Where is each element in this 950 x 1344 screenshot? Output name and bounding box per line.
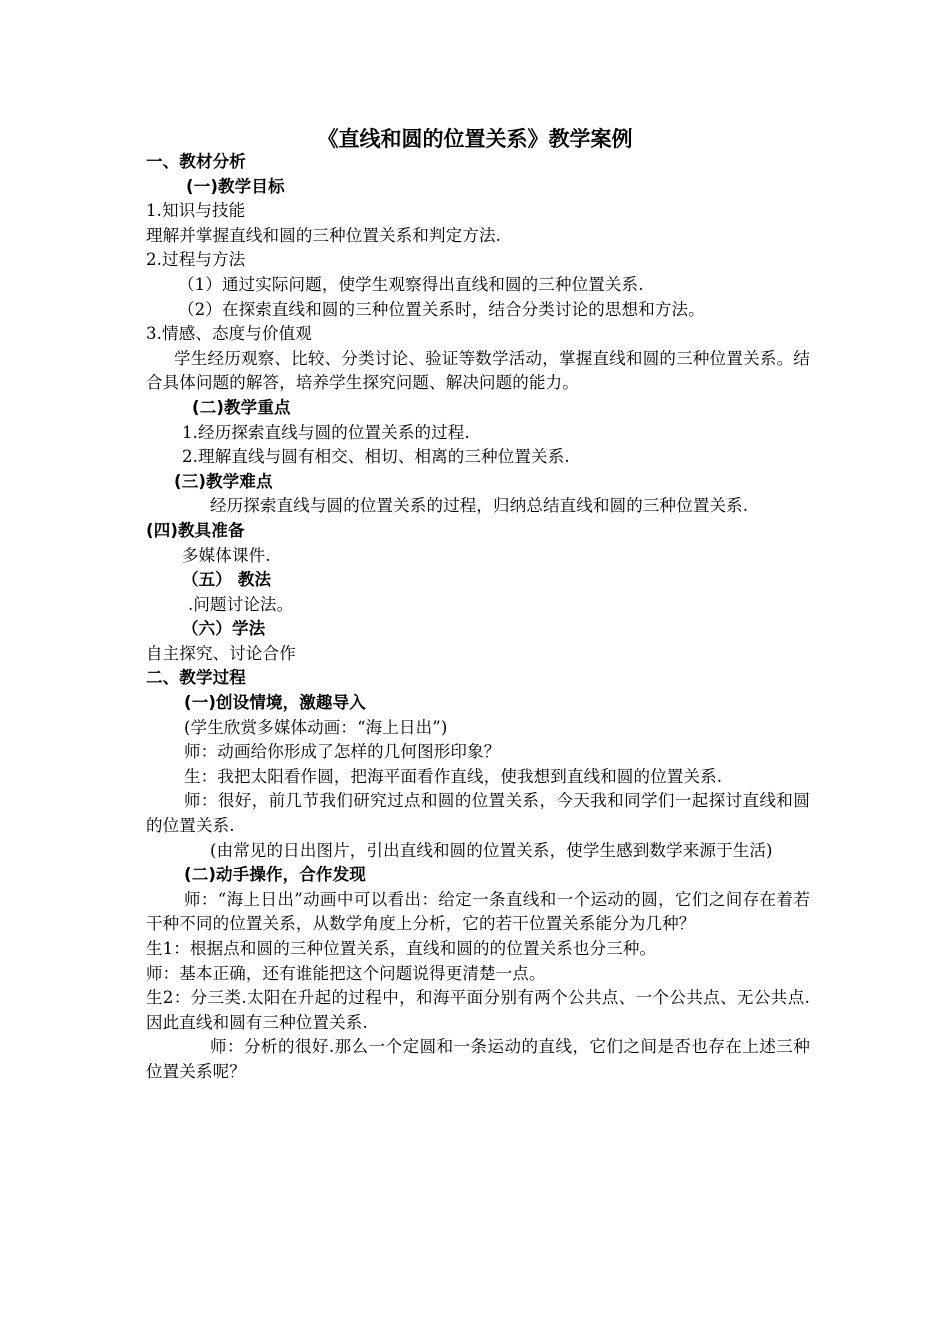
paragraph: 理解并掌握直线和圆的三种位置关系和判定方法. bbox=[146, 225, 502, 245]
section-heading: （六）学法 bbox=[182, 619, 266, 639]
paragraph: 2.过程与方法 bbox=[146, 250, 246, 270]
paragraph: 生1：根据点和圆的三种位置关系，直线和圆的的位置关系也分三种。 bbox=[146, 939, 657, 958]
document-title: 《直线和圆的位置关系》教学案例 bbox=[317, 127, 633, 151]
paragraph: .问题讨论法。 bbox=[188, 594, 294, 614]
paragraph: （1）通过实际问题，使学生观察得出直线和圆的三种位置关系. bbox=[178, 274, 644, 294]
paragraph: 师：“海上日出”动画中可以看出：给定一条直线和一个运动的圆，它们之间存在着若干种不同的位置关系，从数学角度上分析，它的若干位置关系能分为几种？ bbox=[146, 889, 810, 934]
section-heading: 二、教学过程 bbox=[146, 668, 246, 688]
paragraph: 2.理解直线与圆有相交、相切、相离的三种位置关系. bbox=[182, 447, 570, 467]
paragraph: （2）在探索直线和圆的三种位置关系时，结合分类讨论的思想和方法。 bbox=[178, 299, 705, 319]
paragraph: 自主探究、讨论合作 bbox=[146, 643, 296, 663]
section-heading: （五） 教法 bbox=[182, 570, 272, 590]
section-heading: (一)创设情境，激趣导入 bbox=[184, 693, 366, 713]
paragraph: 3.情感、态度与价值观 bbox=[146, 324, 312, 344]
paragraph: (由常见的日出图片，引出直线和圆的位置关系，使学生感到数学来源于生活) bbox=[210, 840, 773, 860]
paragraph: 师：基本正确，还有谁能把这个问题说得更清楚一点。 bbox=[146, 963, 546, 983]
paragraph: 师：很好，前几节我们研究过点和圆的位置关系，今天我和同学们一起探讨直线和圆的位置关系. bbox=[146, 791, 810, 836]
paragraph: 师：分析的很好.那么一个定圆和一条运动的直线，它们之间是否也存在上述三种位置关系呢？ bbox=[146, 1037, 810, 1081]
section-heading: (二)教学重点 bbox=[192, 397, 291, 417]
section-heading: (一)教学目标 bbox=[186, 176, 285, 196]
paragraph: 师：动画给你形成了怎样的几何图形印象？ bbox=[184, 742, 501, 762]
section-heading: (四)教具准备 bbox=[146, 520, 245, 540]
section-heading: (三)教学难点 bbox=[174, 471, 273, 491]
paragraph: 多媒体课件. bbox=[182, 545, 271, 565]
paragraph: 生2：分三类.太阳在升起的过程中，和海平面分别有两个公共点、一个公共点、无公共点.因此直线和圆有三种位置关系. bbox=[146, 988, 810, 1032]
paragraph: 经历探索直线与圆的位置关系的过程，归纳总结直线和圆的三种位置关系. bbox=[210, 496, 749, 516]
paragraph: 学生经历观察、比较、分类讨论、验证等数学活动，掌握直线和圆的三种位置关系。结合具体问题的解答，培养学生探究问题、解决问题的能力。 bbox=[146, 348, 810, 393]
document-body bbox=[146, 150, 810, 1085]
paragraph: 1.经历探索直线与圆的位置关系的过程. bbox=[182, 422, 470, 442]
section-heading: (二)动手操作，合作发现 bbox=[184, 865, 366, 885]
paragraph: (学生欣赏多媒体动画：“海上日出”) bbox=[184, 717, 448, 737]
paragraph: 1.知识与技能 bbox=[146, 201, 246, 221]
section-heading: 一、教材分析 bbox=[146, 152, 246, 171]
paragraph: 生：我把太阳看作圆，把海平面看作直线，使我想到直线和圆的位置关系. bbox=[184, 766, 723, 786]
